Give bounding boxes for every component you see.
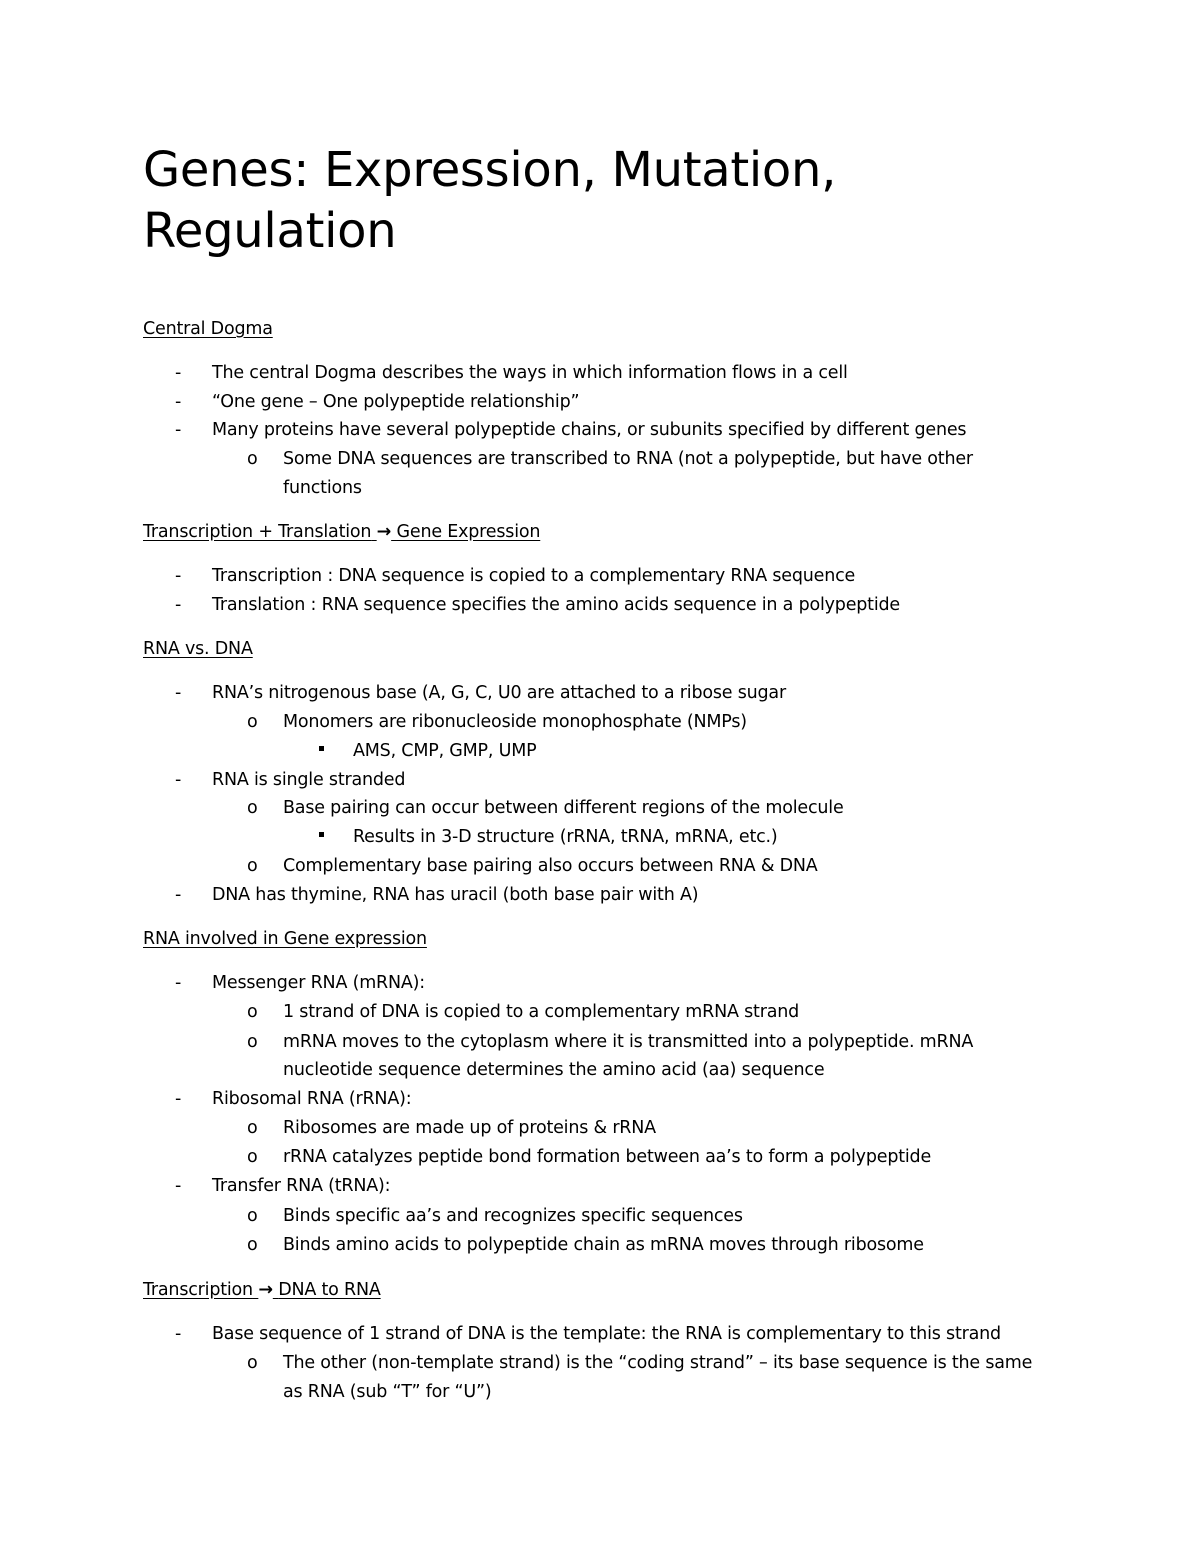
sub-list-item: Binds specific aa’s and recognizes specific sequences (283, 1206, 743, 1226)
square-bullet-icon (319, 746, 324, 751)
heading-text-part2: DNA to RNA (278, 1280, 381, 1300)
circle-bullet: o (247, 1118, 258, 1138)
dash-bullet: - (175, 420, 182, 440)
sub-list-item: Base pairing can occur between different regions of the molecule (283, 798, 844, 818)
sub-list-item: Complementary base pairing also occurs between RNA & DNA (283, 856, 818, 876)
list-item: RNA’s nitrogenous base (A, G, C, U0 are attached to a ribose sugar (212, 683, 786, 703)
sub-list-item: Some DNA sequences are transcribed to RNA (not a polypeptide, but have other (283, 449, 973, 469)
dash-bullet: - (175, 1089, 182, 1109)
dash-bullet: - (175, 363, 182, 383)
sub-list-item-continuation: nucleotide sequence determines the amino acid (aa) sequence (283, 1060, 825, 1080)
dash-bullet: - (175, 1176, 182, 1196)
list-item: The central Dogma describes the ways in which information flows in a cell (212, 363, 848, 383)
dash-bullet: - (175, 770, 182, 790)
list-item: Transfer RNA (tRNA): (212, 1176, 391, 1196)
section-heading-gene-expression (143, 521, 540, 543)
list-item: Base sequence of 1 strand of DNA is the template: the RNA is complementary to this strand (212, 1324, 1001, 1344)
list-item: Translation : RNA sequence specifies the amino acids sequence in a polypeptide (212, 595, 900, 615)
dash-bullet: - (175, 1324, 182, 1344)
section-heading-rna-gene-expression: RNA involved in Gene expression (143, 929, 427, 949)
circle-bullet: o (247, 449, 258, 469)
circle-bullet: o (247, 1002, 258, 1022)
square-bullet-icon (319, 832, 324, 837)
dash-bullet: - (175, 683, 182, 703)
dash-bullet: - (175, 973, 182, 993)
circle-bullet: o (247, 856, 258, 876)
circle-bullet: o (247, 712, 258, 732)
sub-list-item-continuation: as RNA (sub “T” for “U”) (283, 1382, 492, 1402)
section-heading-central-dogma: Central Dogma (143, 319, 273, 339)
sub-list-item: mRNA moves to the cytoplasm where it is transmitted into a polypeptide. mRNA (283, 1032, 974, 1052)
dash-bullet: - (175, 392, 182, 412)
dash-bullet: - (175, 885, 182, 905)
sub-sub-list-item: Results in 3-D structure (rRNA, tRNA, mRNA, etc.) (353, 827, 778, 847)
circle-bullet: o (247, 1235, 258, 1255)
sub-list-item: Ribosomes are made up of proteins & rRNA (283, 1118, 656, 1138)
list-item: Ribosomal RNA (rRNA): (212, 1089, 412, 1109)
circle-bullet: o (247, 1353, 258, 1373)
sub-list-item: Binds amino acids to polypeptide chain as mRNA moves through ribosome (283, 1235, 924, 1255)
dash-bullet: - (175, 595, 182, 615)
circle-bullet: o (247, 1032, 258, 1052)
list-item: RNA is single stranded (212, 770, 406, 790)
sub-sub-list-item: AMS, CMP, GMP, UMP (353, 741, 537, 761)
right-arrow-icon: → (258, 1280, 273, 1300)
section-heading-transcription (143, 1279, 381, 1301)
circle-bullet: o (247, 1206, 258, 1226)
section-heading-rna-vs-dna: RNA vs. DNA (143, 639, 253, 659)
heading-text-part2: Gene Expression (396, 522, 541, 542)
sub-list-item-continuation: functions (283, 478, 362, 498)
dash-bullet: - (175, 566, 182, 586)
circle-bullet: o (247, 1147, 258, 1167)
list-item: Many proteins have several polypeptide chains, or subunits specified by different genes (212, 420, 967, 440)
list-item: Transcription : DNA sequence is copied to a complementary RNA sequence (212, 566, 856, 586)
sub-list-item: Monomers are ribonucleoside monophosphate (NMPs) (283, 712, 747, 732)
right-arrow-icon: → (376, 522, 392, 542)
heading-text-part1: Transcription (143, 1280, 253, 1300)
heading-text-part1: Transcription + Translation (143, 522, 372, 542)
sub-list-item: 1 strand of DNA is copied to a complementary mRNA strand (283, 1002, 800, 1022)
circle-bullet: o (247, 798, 258, 818)
page-title: Genes: Expression, Mutation, Regulation (143, 142, 837, 259)
list-item: DNA has thymine, RNA has uracil (both base pair with A) (212, 885, 699, 905)
list-item: “One gene – One polypeptide relationship” (212, 392, 580, 412)
list-item: Messenger RNA (mRNA): (212, 973, 425, 993)
sub-list-item: The other (non-template strand) is the “coding strand” – its base sequence is the same (283, 1353, 1033, 1373)
sub-list-item: rRNA catalyzes peptide bond formation between aa’s to form a polypeptide (283, 1147, 932, 1167)
